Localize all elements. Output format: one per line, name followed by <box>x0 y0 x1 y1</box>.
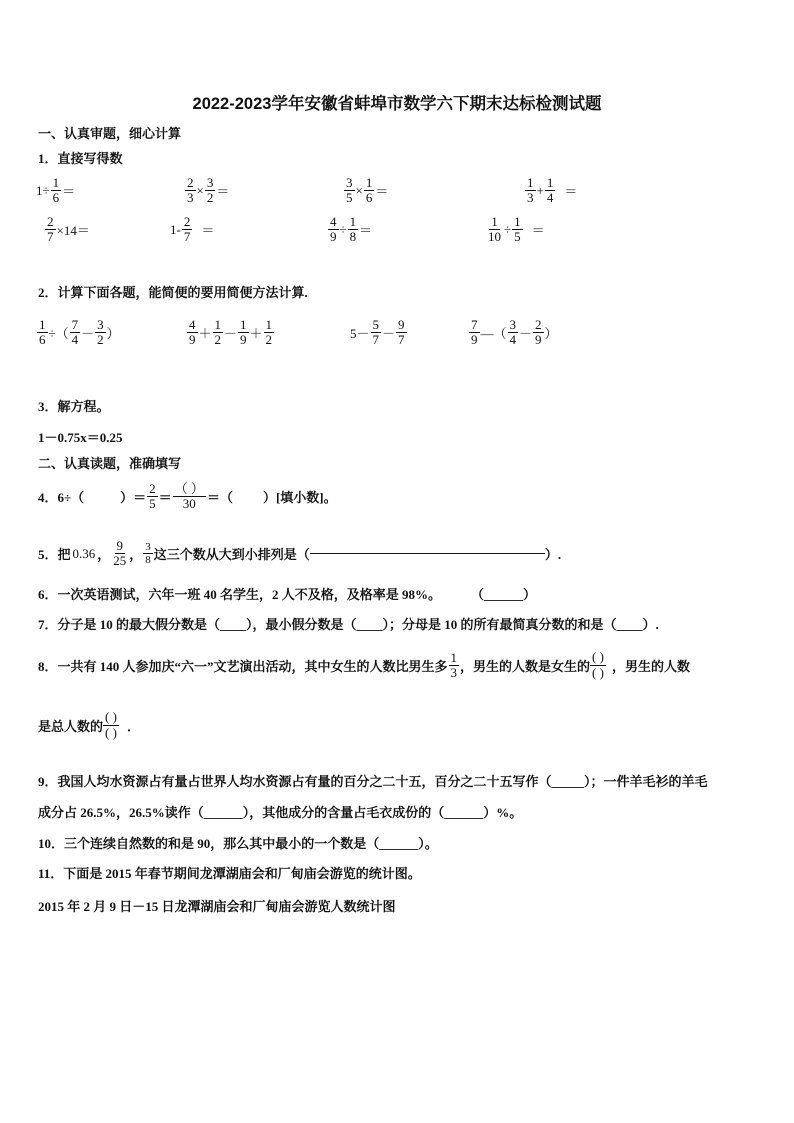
question-11: 11．下面是 2015 年春节期间龙潭湖庙会和厂甸庙会游览的统计图。 <box>38 866 421 881</box>
q1-item-d: $\frac{1}{3}$ + $\frac{1}{4}$ ＝ <box>527 175 578 206</box>
q2-item-d: $\frac{7}{9}$ —（ $\frac{3}{4}$ － $\frac{2}{9}$ ） <box>471 317 558 348</box>
question-10: 10．三个连续自然数的和是 90，那么其中最小的一个数是（______）。 <box>38 836 438 851</box>
q1-item-f: 1- $\frac{2}{7}$ ＝ <box>170 214 215 245</box>
question-9-line-2: 成分占 26.5%，26.5%读作（______），其他成分的含量占毛衣成份的（______）%。 <box>38 805 523 820</box>
q2-item-b: $\frac{4}{9}$ ＋ $\frac{1}{2}$ － $\frac{1}{9}$ ＋ $\frac{1}{2}$ <box>189 317 273 348</box>
question-9-line-1: 9．我国人均水资源占有量占世界人均水资源占有量的百分之二十五，百分之二十五写作（_____）；一件羊毛衫的羊毛 <box>38 774 708 789</box>
q1-item-c: $\frac{3}{5}$ × $\frac{1}{6}$ ＝ <box>346 175 389 206</box>
q1-item-b: $\frac{2}{3}$ × $\frac{3}{2}$ ＝ <box>187 175 230 206</box>
section-2-heading: 二、认真读题，准确填写 <box>38 456 182 471</box>
question-3-equation: 1－0.75x＝0.25 <box>38 430 123 445</box>
question-7: 7．分子是 10 的最大假分数是（____），最小假分数是（____）；分母是 10 的所有最简真分数的和是（____）. <box>38 617 659 632</box>
q2-item-c: 5－ $\frac{5}{7}$ － $\frac{9}{7}$ <box>350 317 405 348</box>
q1-item-g: $\frac{4}{9}$ ÷ $\frac{1}{8}$ ＝ <box>330 214 373 245</box>
question-8-line-2: 是总人数的 $\frac{( )}{( )}$ ． <box>38 709 140 740</box>
question-3-label: 3．解方程。 <box>38 399 110 414</box>
question-5: 5．把 0.36 ， $\frac{9}{25}$ ， $\frac{3}{8}$ 这三个数从大到小排列是（ ）. <box>38 538 562 569</box>
q1-item-h: $\frac{1}{10}$ ÷ $\frac{1}{5}$ ＝ <box>488 214 545 245</box>
question-6: 6．一次英语测试，六年一班 40 名学生，2 人不及格，及格率是 98%。 （______） <box>38 587 537 602</box>
question-4: 4．6÷（ ）＝ $\frac{2}{5}$ ＝ $\frac{( )}{30}$ ＝（ ）[填小数]。 <box>38 481 337 512</box>
question-2-label: 2．计算下面各题，能简便的要用简便方法计算. <box>38 285 308 300</box>
section-1-heading: 一、认真审题，细心计算 <box>38 126 182 141</box>
chart-caption: 2015 年 2 月 9 日－15 日龙潭湖庙会和厂甸庙会游览人数统计图 <box>38 899 396 914</box>
q2-item-a: $\frac{1}{6}$ ÷（ $\frac{7}{4}$ － $\frac{3}{2}$ ） <box>39 317 120 348</box>
question-8: 8．一共有 140 人参加庆“六一”文艺演出活动，其中女生的人数比男生多 $\frac{1}{3}$ ，男生的人数是女生的 $\frac{( )}{( )}$ ，男生的人数 <box>38 649 690 680</box>
q1-item-a: 1 ÷ $\frac{1}{6}$ ＝ <box>36 175 76 206</box>
question-1-label: 1．直接写得数 <box>38 151 123 166</box>
page-title: 2022-2023学年安徽省蚌埠市数学六下期末达标检测试题 <box>192 95 602 113</box>
q1-item-e: $\frac{2}{7}$ ×14＝ <box>47 214 90 245</box>
